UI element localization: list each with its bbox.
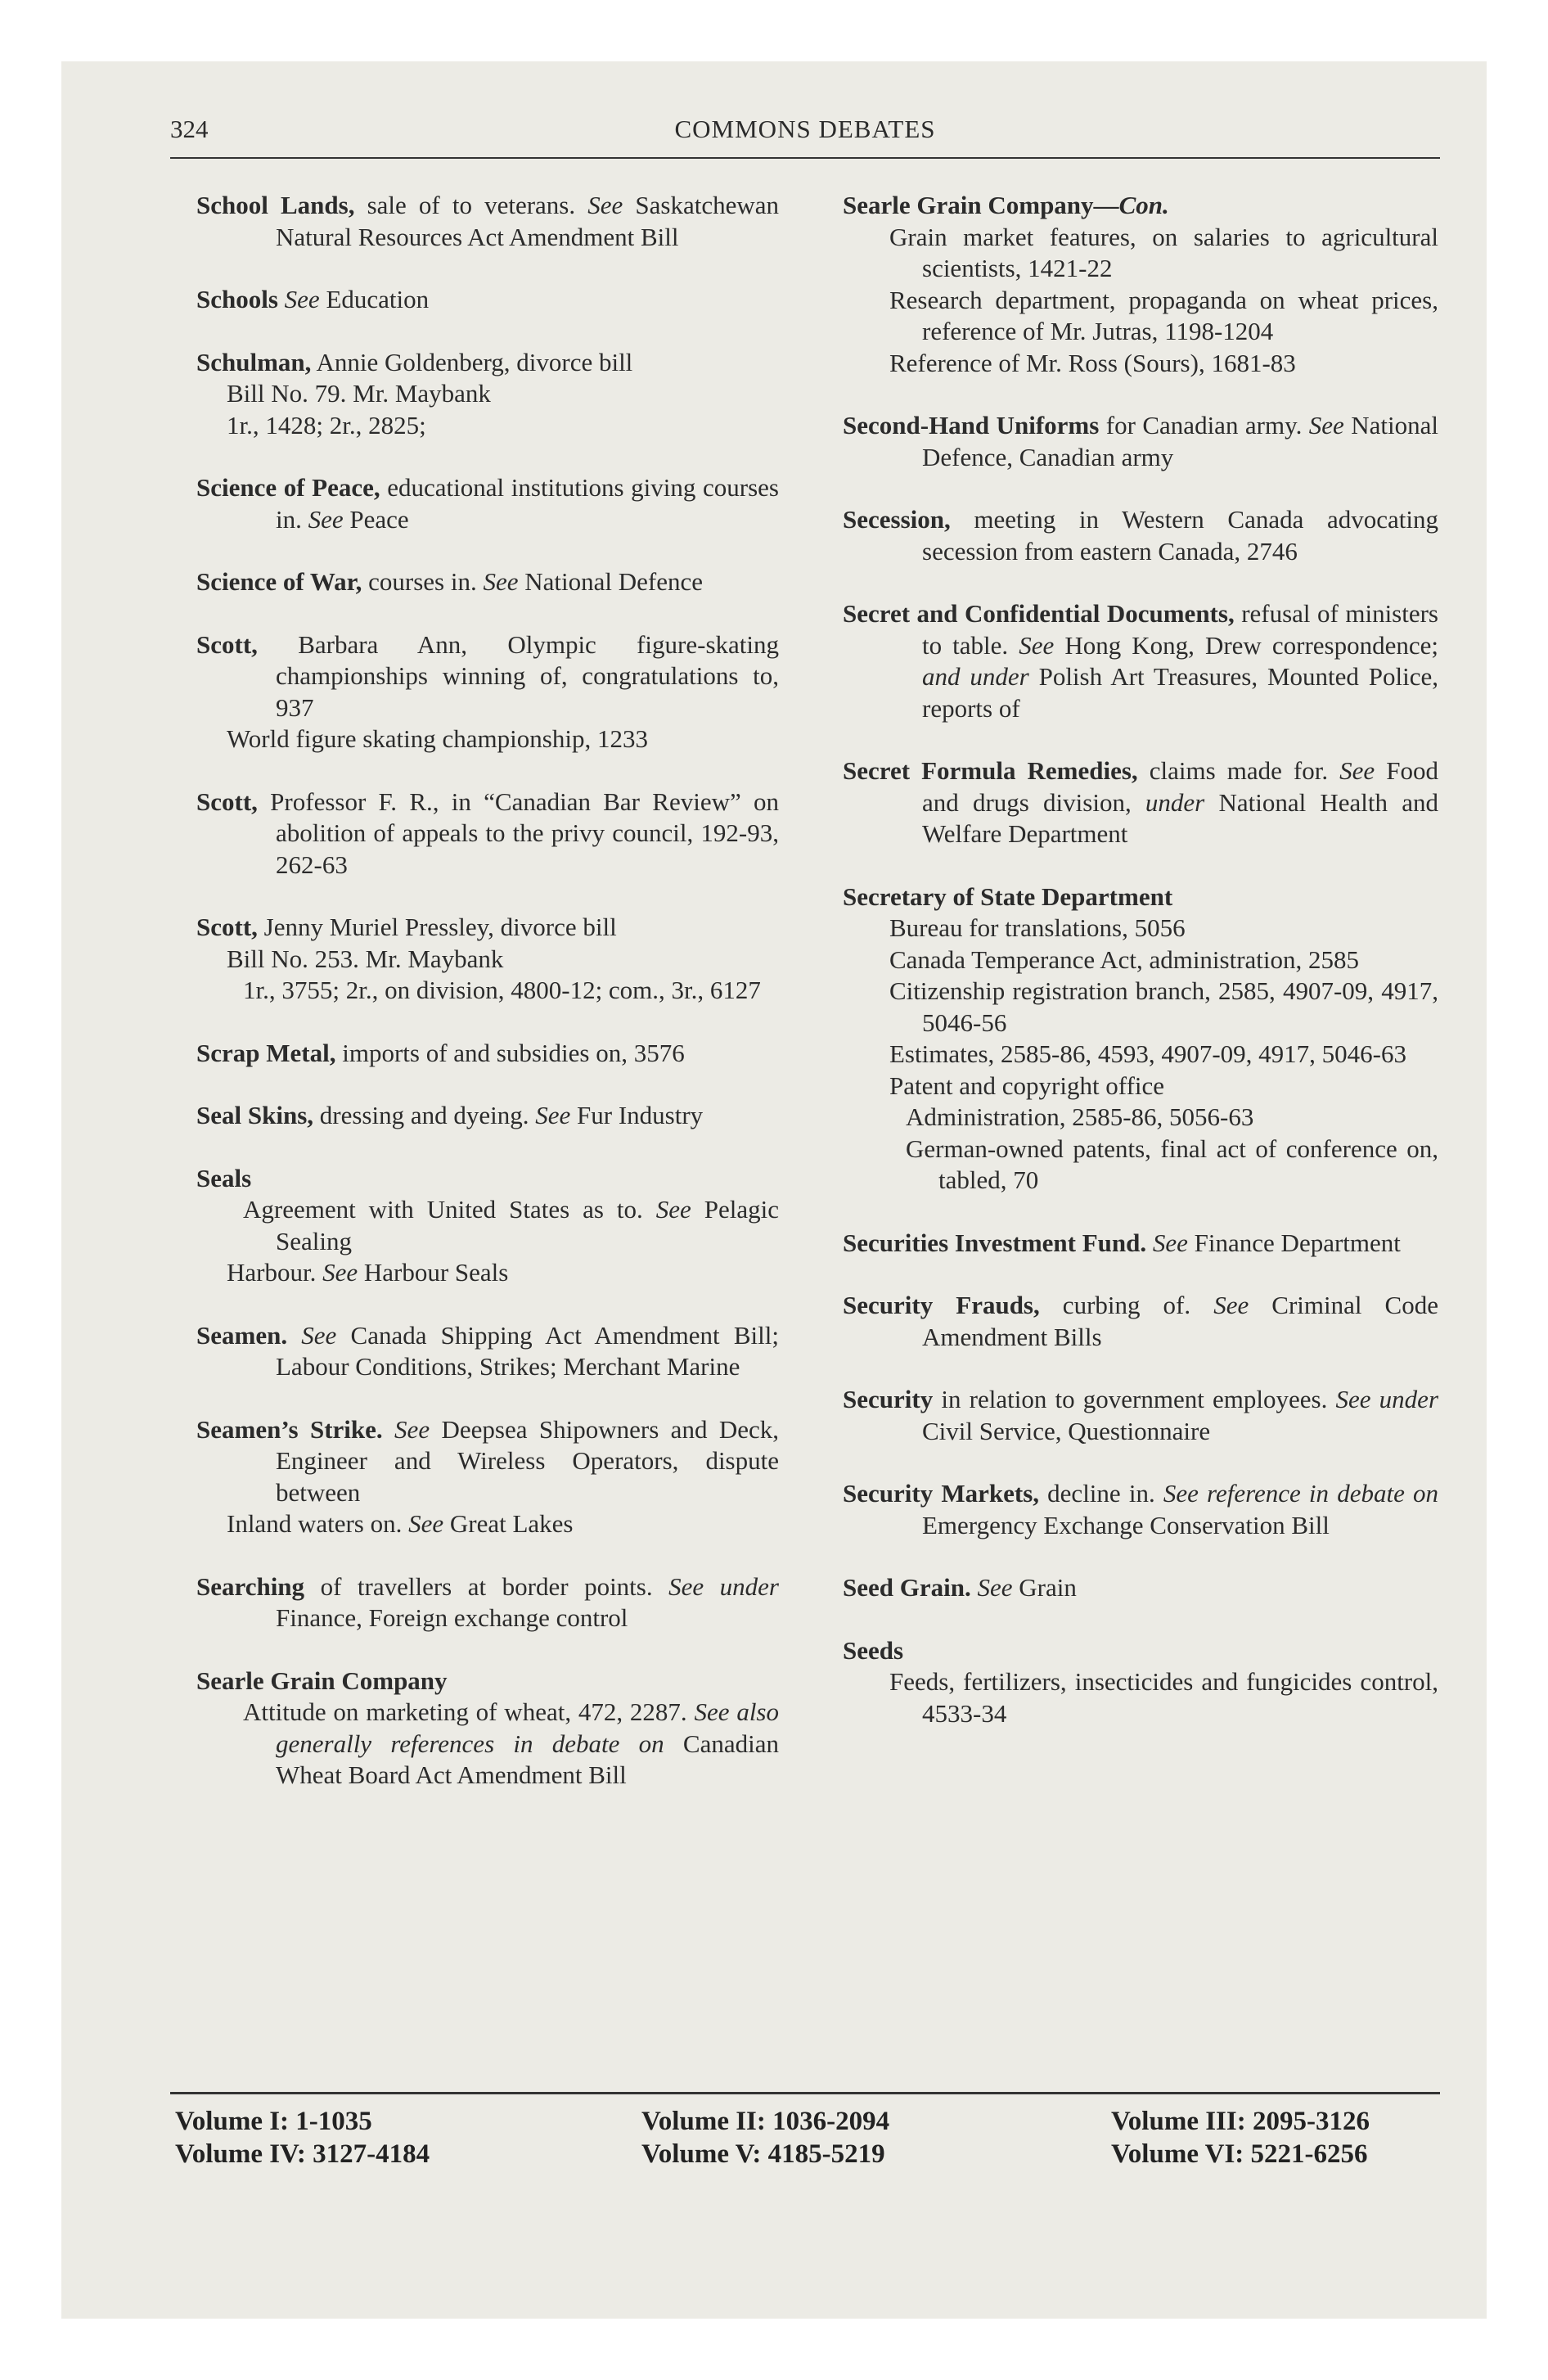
index-entry: Secretary of State Department Bureau for translations, 5056 Canada Temperance Act, administration, 2585 Citizenship registration branch, 2585, 4907-09, 4917, 5046-56 Estimates, 2585-86, 4593, 4907-09, 4917, 5046-63 Patent and copyright office Administration, 2585-86, 5056-63 German-owned patents, final act of conference on, tabled, 70 [843,881,1438,1194]
index-entry: Searching of travellers at border points. See under Finance, Foreign exchange control [196,1571,779,1632]
index-entry: Scrap Metal, imports of and subsidies on, 3576 [196,1038,685,1067]
page-title: COMMONS DEBATES [674,115,936,143]
index-entry: Schulman, Annie Goldenberg, divorce bill Bill No. 79. Mr. Maybank 1r., 1428; 2r., 2825; [196,347,633,439]
volume-range: Volume I: 1-1035 [175,2107,372,2136]
index-entry: Second-Hand Uniforms for Canadian army. See National Defence, Canadian army [843,411,1439,471]
index-entry: Seamen’s Strike. See Deepsea Shipowners and Deck, Engineer and Wireless Operators, dispute between Inland waters on. See Great Lakes [196,1414,779,1538]
index-entry: Searle Grain Company—Con. Grain market features, on salaries to agricultural scientists, 1421-22 Research department, propaganda on wheat prices, reference of Mr. Jutras, 1198-1204 Reference of Mr. Ross (Sours), 1681-83 [843,191,1438,377]
footer-rule [170,2092,1440,2094]
index-entry: Secret Formula Remedies, claims made for. See Food and drugs division, under National Health and Welfare Department [843,756,1438,848]
index-entry: Science of War, courses in. See National Defence [196,567,703,596]
index-entry: Seed Grain. See Grain [843,1573,1077,1602]
index-entry: Seamen. See Canada Shipping Act Amendment Bill; Labour Conditions, Strikes; Merchant Marine [196,1320,779,1381]
index-entry: Schools See Education [196,285,430,313]
volume-range: Volume VI: 5221-6256 [1111,2139,1368,2169]
index-entry: Science of Peace, educational institutions giving courses in. See Peace [196,473,779,534]
index-entry: Seals Agreement with United States as to. See Pelagic Sealing Harbour. See Harbour Seals [196,1163,779,1287]
index-entry: Security in relation to government employees. See under Civil Service, Questionnaire [843,1385,1439,1445]
index-entry: Searle Grain Company Attitude on marketing of wheat, 472, 2287. See also generally references in debate on Canadian Wheat Board Act Amendment Bill [196,1666,779,1789]
index-entry: Securities Investment Fund. See Finance Department [843,1228,1401,1257]
index-entry: Scott, Professor F. R., in “Canadian Bar Review” on abolition of appeals to the privy council, 192-93, 262-63 [196,787,779,879]
right-column [843,190,1438,1760]
volume-range: Volume II: 1036-2094 [641,2107,890,2136]
header-rule [170,157,1440,159]
footer-col-3 [1111,2105,1370,2170]
index-entry: Seeds Feeds, fertilizers, insecticides and fungicides control, 4533-34 [843,1635,1438,1728]
volume-range: Volume III: 2095-3126 [1111,2107,1370,2136]
index-entry: Scott, Jenny Muriel Pressley, divorce bill Bill No. 253. Mr. Maybank 1r., 3755; 2r., on division, 4800-12; com., 3r., 6127 [196,913,761,1004]
index-entry: Seal Skins, dressing and dyeing. See Fur Industry [196,1101,704,1129]
index-entry: Security Frauds, curbing of. See Criminal Code Amendment Bills [843,1291,1438,1351]
left-column [196,190,779,1823]
index-entry: Secession, meeting in Western Canada advocating secession from eastern Canada, 2746 [843,505,1438,566]
volume-range: Volume V: 4185-5219 [641,2139,885,2169]
page-header [170,115,1440,147]
volume-range: Volume IV: 3127-4184 [175,2139,430,2169]
index-entry: Security Markets, decline in. See reference in debate on Emergency Exchange Conservation Bill [843,1479,1438,1539]
index-entry: Secret and Confidential Documents, refusal of ministers to table. See Hong Kong, Drew correspondence; and under Polish Art Treasures, Mounted Police, reports of [843,599,1438,723]
page-number: 324 [170,115,209,143]
footer-col-1 [175,2105,430,2170]
index-entry: Scott, Barbara Ann, Olympic figure-skating championships winning of, congratulations to, 937 World figure skating championship, 1233 [196,629,779,753]
index-entry: School Lands, sale of to veterans. See Saskatchewan Natural Resources Act Amendment Bill [196,191,779,251]
footer-col-2 [641,2105,889,2170]
